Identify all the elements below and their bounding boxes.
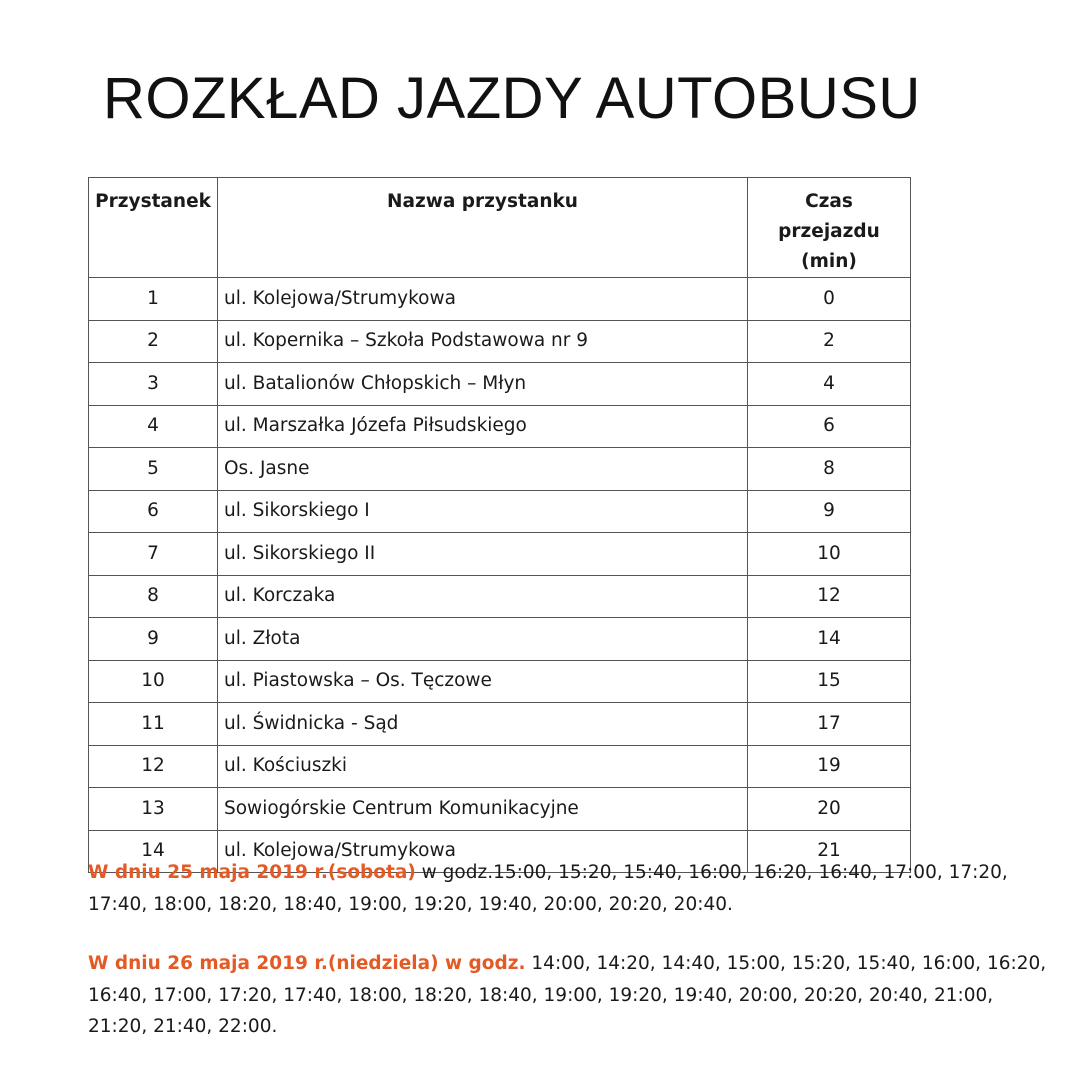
table-row bbox=[89, 320, 911, 363]
table-header-row bbox=[89, 178, 911, 278]
table-row bbox=[89, 363, 911, 406]
travel-time: 6 bbox=[748, 405, 911, 448]
travel-time: 10 bbox=[748, 533, 911, 576]
stop-number: 13 bbox=[89, 788, 218, 831]
stop-number: 5 bbox=[89, 448, 218, 491]
stop-name: Sowiogórskie Centrum Komunikacyjne bbox=[218, 788, 748, 831]
stop-name: ul. Piastowska – Os. Tęczowe bbox=[218, 660, 748, 703]
table-row bbox=[89, 533, 911, 576]
stop-number: 10 bbox=[89, 660, 218, 703]
schedule-table bbox=[88, 177, 911, 873]
travel-time: 0 bbox=[748, 278, 911, 321]
header-stop-name: Nazwa przystanku bbox=[218, 178, 748, 278]
stop-name: ul. Sikorskiego II bbox=[218, 533, 748, 576]
stop-number: 8 bbox=[89, 575, 218, 618]
header-travel-time-line1: Czas przejazdu bbox=[778, 191, 880, 242]
saturday-schedule bbox=[88, 857, 1048, 920]
stop-number: 3 bbox=[89, 363, 218, 406]
page-title: ROZKŁAD JAZDY AUTOBUSU bbox=[103, 66, 921, 131]
stop-name: ul. Batalionów Chłopskich – Młyn bbox=[218, 363, 748, 406]
stop-number: 4 bbox=[89, 405, 218, 448]
stop-number: 1 bbox=[89, 278, 218, 321]
stop-name: Os. Jasne bbox=[218, 448, 748, 491]
stop-number: 11 bbox=[89, 703, 218, 746]
stop-number: 12 bbox=[89, 745, 218, 788]
table-row bbox=[89, 405, 911, 448]
stop-number: 2 bbox=[89, 320, 218, 363]
stop-name: ul. Kościuszki bbox=[218, 745, 748, 788]
table-row bbox=[89, 618, 911, 661]
travel-time: 14 bbox=[748, 618, 911, 661]
travel-time: 19 bbox=[748, 745, 911, 788]
table-row bbox=[89, 448, 911, 491]
travel-time: 2 bbox=[748, 320, 911, 363]
travel-time: 9 bbox=[748, 490, 911, 533]
travel-time: 12 bbox=[748, 575, 911, 618]
travel-time: 4 bbox=[748, 363, 911, 406]
table-row bbox=[89, 745, 911, 788]
table-row bbox=[89, 278, 911, 321]
table-row bbox=[89, 788, 911, 831]
travel-time: 17 bbox=[748, 703, 911, 746]
saturday-date-highlight: W dniu 25 maja 2019 r.(sobota) bbox=[88, 862, 416, 883]
stop-name: ul. Świdnicka - Sąd bbox=[218, 703, 748, 746]
travel-time: 21 bbox=[748, 830, 911, 873]
stop-name: ul. Kolejowa/Strumykowa bbox=[218, 278, 748, 321]
travel-time: 8 bbox=[748, 448, 911, 491]
table-row bbox=[89, 703, 911, 746]
travel-time: 20 bbox=[748, 788, 911, 831]
table-row bbox=[89, 660, 911, 703]
stop-number: 9 bbox=[89, 618, 218, 661]
table-row bbox=[89, 575, 911, 618]
stop-number: 7 bbox=[89, 533, 218, 576]
stop-number: 14 bbox=[89, 830, 218, 873]
header-travel-time bbox=[748, 178, 911, 278]
stop-name: ul. Sikorskiego I bbox=[218, 490, 748, 533]
stop-name: ul. Kolejowa/Strumykowa bbox=[218, 830, 748, 873]
table-row bbox=[89, 490, 911, 533]
saturday-departure-times: w godz.15:00, 15:20, 15:40, 16:00, 16:20, 16:40, 17:00, 17:20, 17:40, 18:00, 18:20, 18:40, 19:00, 19:20, 19:40, 20:00, 20:20, 20:40. bbox=[88, 862, 1008, 915]
stop-name: ul. Złota bbox=[218, 618, 748, 661]
sunday-departure-times: 14:00, 14:20, 14:40, 15:00, 15:20, 15:40, 16:00, 16:20, 16:40, 17:00, 17:20, 17:40, 18:00, 18:20, 18:40, 19:00, 19:20, 19:40, 20:00, 20:20, 20:40, 21:00, 21:20, 21:40, 22:00. bbox=[88, 953, 1047, 1037]
travel-time: 15 bbox=[748, 660, 911, 703]
stop-name: ul. Korczaka bbox=[218, 575, 748, 618]
stop-number: 6 bbox=[89, 490, 218, 533]
sunday-schedule bbox=[88, 948, 1048, 1043]
stop-name: ul. Kopernika – Szkoła Podstawowa nr 9 bbox=[218, 320, 748, 363]
sunday-date-highlight: W dniu 26 maja 2019 r.(niedziela) w godz. bbox=[88, 953, 526, 974]
header-travel-time-line2: (min) bbox=[801, 251, 857, 272]
stop-name: ul. Marszałka Józefa Piłsudskiego bbox=[218, 405, 748, 448]
header-stop: Przystanek bbox=[89, 178, 218, 278]
schedule-notes bbox=[88, 857, 1048, 1043]
